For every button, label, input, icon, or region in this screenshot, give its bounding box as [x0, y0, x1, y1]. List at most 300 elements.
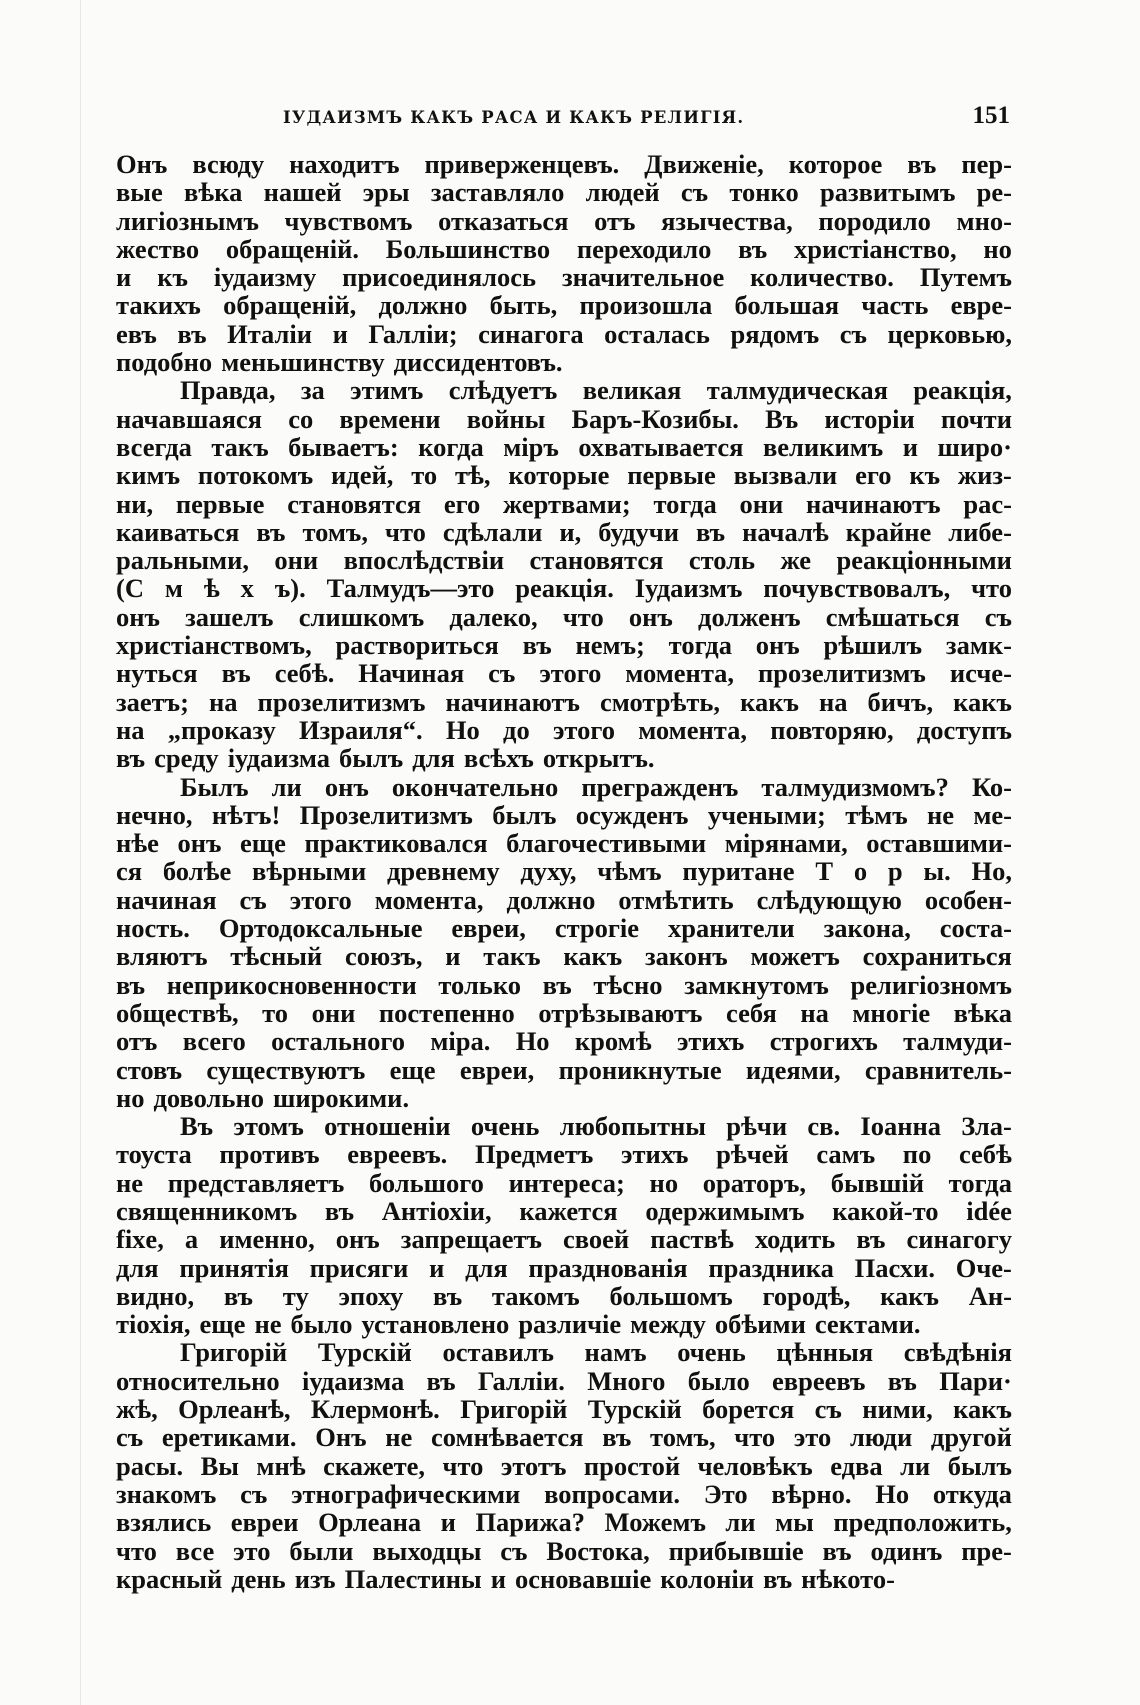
word: реакцiя, — [913, 375, 1012, 406]
word: прибывшiе — [668, 1535, 804, 1566]
word: Оче- — [955, 1252, 1012, 1283]
word: раствориться — [335, 630, 499, 661]
text-line — [116, 688, 1012, 716]
word: Ан- — [968, 1280, 1012, 1311]
word: осталась — [604, 318, 710, 349]
word: этого — [552, 714, 615, 745]
word: и — [332, 318, 348, 349]
word: жиз- — [957, 460, 1012, 491]
word: Начиная — [358, 658, 465, 689]
word: присяги — [309, 1252, 409, 1283]
word: почувствовалъ, — [763, 573, 951, 604]
text-line — [116, 405, 1012, 433]
text-line — [116, 1480, 1012, 1508]
word: представляетъ — [167, 1167, 345, 1198]
paragraph — [116, 376, 1012, 772]
word: значительное — [561, 262, 725, 293]
word: былъ — [338, 743, 404, 774]
word: бываетъ: — [288, 431, 399, 462]
word: становятся — [529, 545, 664, 576]
word: отмѣтить — [618, 884, 734, 915]
text-line — [116, 376, 1012, 404]
word: такъ — [483, 941, 541, 972]
word: не — [116, 1167, 144, 1198]
word: благочестивыми — [506, 828, 707, 859]
page-number: 151 — [972, 102, 1010, 129]
text-line — [116, 659, 1012, 687]
word: крайне — [845, 516, 932, 547]
word: такъ — [211, 431, 269, 462]
word: идеями, — [745, 1054, 841, 1085]
text-line — [116, 546, 1012, 574]
text-line — [116, 1367, 1012, 1395]
word: исторiи — [824, 403, 915, 434]
word: въ — [116, 969, 146, 1000]
word: интереса; — [508, 1167, 625, 1198]
word: Востока, — [546, 1535, 650, 1566]
word: въ — [116, 743, 146, 774]
word: что — [734, 1422, 776, 1453]
word: жѣ, — [116, 1394, 158, 1425]
word: мно- — [956, 205, 1012, 236]
word: рядомъ — [730, 318, 820, 349]
text-line — [116, 178, 1012, 206]
word: былъ — [947, 1450, 1012, 1481]
word: Прозелитизмъ — [299, 799, 473, 830]
word: пре- — [961, 1535, 1012, 1566]
word: заставляло — [430, 177, 565, 208]
word: люди — [849, 1422, 913, 1453]
word: онъ — [335, 1224, 380, 1255]
word: запрещаетъ — [400, 1224, 542, 1255]
word: въ — [907, 149, 937, 179]
word: же — [780, 545, 812, 576]
text-line — [116, 1565, 1012, 1593]
paragraph — [116, 150, 1012, 376]
word: соста- — [939, 913, 1012, 944]
word: Галлiи. — [477, 1365, 565, 1396]
word: отрѣзываютъ — [538, 997, 703, 1028]
word: Онъ — [315, 1422, 367, 1453]
text-line — [116, 886, 1012, 914]
word: очень — [470, 1111, 540, 1142]
text-line — [116, 1140, 1012, 1168]
word: отношенiи — [324, 1111, 451, 1142]
word: широкими. — [272, 1082, 410, 1113]
word: становятся — [287, 488, 422, 519]
word: переходило — [576, 233, 712, 264]
word: къ — [909, 460, 941, 491]
word: еретиками. — [161, 1422, 297, 1453]
word: Баръ-Козибы. — [571, 403, 739, 434]
word: всюду — [192, 149, 265, 179]
word: fixe, — [116, 1224, 164, 1255]
word: присоединялось — [342, 262, 537, 293]
word: столь — [688, 545, 756, 576]
word: колонiи — [660, 1563, 755, 1594]
word: тѣ, — [455, 460, 491, 491]
word: тiохiя, — [116, 1309, 191, 1340]
word: произошла — [579, 290, 713, 321]
word: древнему — [387, 856, 500, 887]
word: на — [208, 686, 238, 717]
word: почти — [940, 403, 1012, 434]
word: отъ — [116, 1026, 158, 1057]
word: iудаизма — [227, 743, 330, 774]
word: въ — [602, 1422, 632, 1453]
word: р — [887, 856, 903, 887]
word: замк- — [945, 630, 1012, 661]
text-line — [116, 1225, 1012, 1253]
word: и — [429, 1252, 445, 1283]
word: было — [687, 1365, 750, 1396]
word: приверженцевъ. — [424, 149, 620, 179]
word: повторяю, — [770, 714, 894, 745]
word: доступъ — [916, 714, 1012, 745]
text-line — [116, 1310, 1012, 1338]
word: Т — [815, 856, 834, 887]
word: Пасхи. — [854, 1252, 936, 1283]
word: далеко, — [449, 601, 538, 632]
word: ли — [725, 1507, 756, 1538]
word: они — [274, 545, 319, 576]
word: Iоанна — [860, 1111, 941, 1142]
word: тогда — [668, 630, 732, 661]
word: слѣдующую — [756, 884, 902, 915]
word: не — [385, 1422, 413, 1453]
word: не — [926, 799, 955, 830]
word: сдѣлали — [442, 516, 543, 547]
word: нѣкото- — [801, 1563, 895, 1594]
word: евреевъ. — [347, 1139, 448, 1170]
word: празднованiя — [528, 1252, 688, 1283]
text-line — [116, 631, 1012, 659]
word: человѣкъ — [697, 1450, 813, 1481]
word: ы. — [923, 856, 951, 887]
word: въ — [221, 658, 251, 689]
word: основавшiе — [514, 1563, 652, 1594]
word: войны — [466, 403, 546, 434]
word: любопытны — [559, 1111, 706, 1142]
word: но — [116, 1082, 145, 1113]
word: которые — [508, 460, 610, 491]
word: одержимымъ — [645, 1195, 805, 1226]
word: обществѣ, — [116, 997, 239, 1028]
word: Большинство — [385, 233, 551, 264]
word: прегражденъ — [581, 771, 739, 802]
word: этихъ — [676, 1026, 745, 1057]
word: какъ — [953, 1394, 1012, 1425]
text-line — [116, 773, 1012, 801]
text-line — [116, 461, 1012, 489]
word: потокомъ — [197, 460, 314, 491]
word: Орлеана — [318, 1507, 422, 1538]
word: не — [254, 1309, 282, 1340]
text-line — [116, 518, 1012, 546]
word: на — [800, 997, 829, 1028]
word: Вы — [200, 1450, 239, 1481]
word: этнографическими — [291, 1478, 521, 1509]
word: исче- — [949, 658, 1012, 689]
word: пер- — [961, 149, 1012, 179]
word: евре- — [950, 290, 1012, 321]
word: кажется — [519, 1195, 618, 1226]
word: а — [184, 1224, 199, 1255]
word: началѣ — [742, 516, 829, 547]
word: нуться — [116, 658, 198, 689]
word: чувствомъ — [284, 205, 413, 236]
word: съ — [680, 177, 709, 208]
word: ность. — [116, 913, 190, 944]
word: едва — [830, 1450, 883, 1481]
word: другой — [930, 1422, 1012, 1453]
word: его — [855, 460, 892, 491]
word: простой — [583, 1450, 681, 1481]
word: великимъ — [762, 431, 884, 462]
word: всѣхъ — [463, 743, 534, 774]
word: евреи, — [459, 1054, 535, 1085]
word: сомнѣвается — [431, 1422, 584, 1453]
word: Израиля“. — [299, 714, 423, 745]
text-line — [116, 1169, 1012, 1197]
word: откуда — [932, 1478, 1012, 1509]
word: обращенiй, — [223, 290, 357, 321]
word: съ — [488, 658, 516, 689]
word: скажете, — [323, 1450, 426, 1481]
word: въ — [887, 1365, 917, 1396]
word: тѣсно — [593, 969, 663, 1000]
word: и — [116, 262, 132, 293]
word: было — [290, 1309, 353, 1340]
word: расы. — [116, 1450, 184, 1481]
word: Но — [515, 1026, 550, 1057]
word: съ — [814, 1394, 842, 1425]
word: на — [116, 714, 145, 745]
word: iудаизму — [213, 262, 317, 293]
word: ли — [900, 1450, 931, 1481]
word: Талмудъ—это — [326, 573, 495, 604]
word: въ — [223, 1280, 254, 1311]
word: что — [562, 601, 604, 632]
word: въ — [324, 1195, 355, 1226]
word: Ко- — [971, 771, 1012, 802]
word: религiозномъ — [850, 969, 1012, 1000]
word: мiръ — [503, 431, 559, 462]
word: бичъ, — [867, 686, 934, 717]
word: тоуста — [116, 1139, 192, 1170]
word: между — [630, 1309, 706, 1340]
word: томъ, — [650, 1422, 716, 1453]
word: idée — [966, 1195, 1012, 1226]
word: (С — [116, 573, 144, 604]
body-text — [116, 150, 1012, 1593]
word: онъ — [628, 601, 673, 632]
word: постепенно — [378, 997, 515, 1028]
word: впослѣдствiи — [343, 545, 505, 576]
word: такомъ — [491, 1280, 580, 1311]
word: вѣрно. — [771, 1478, 852, 1509]
word: смѣшаться — [825, 601, 960, 632]
word: въ — [522, 630, 552, 661]
word: Это — [703, 1478, 748, 1509]
word: Турскiй — [317, 1337, 412, 1368]
word: онъ — [755, 630, 800, 661]
word: рѣчей — [716, 1139, 789, 1170]
word: тѣсный — [230, 941, 323, 972]
word: они — [739, 488, 784, 519]
word: со — [288, 403, 314, 434]
word: вые — [116, 177, 163, 208]
word: многiе — [852, 997, 931, 1028]
text-line — [116, 490, 1012, 518]
word: сектами. — [814, 1309, 921, 1340]
word: талмудическая — [706, 375, 888, 406]
word: въ — [177, 318, 207, 349]
paragraph — [116, 773, 1012, 1113]
word: учеными; — [707, 799, 826, 830]
word: должно — [506, 884, 596, 915]
word: заетъ; — [116, 686, 189, 717]
word: великая — [582, 375, 682, 406]
word: Предметъ — [474, 1139, 594, 1170]
word: обращенiй. — [225, 233, 360, 264]
word: нѣе — [116, 828, 159, 859]
word: большая — [734, 290, 840, 321]
text-line — [116, 1338, 1012, 1366]
word: которое — [788, 149, 883, 179]
text-line — [116, 1254, 1012, 1282]
word: момента, — [374, 884, 484, 915]
word: Много — [587, 1365, 666, 1396]
word: были — [289, 1535, 354, 1566]
word: предположить, — [833, 1507, 1012, 1538]
word: борется — [702, 1394, 795, 1425]
word: Пари· — [939, 1365, 1012, 1396]
word: для — [412, 743, 455, 774]
word: мiра. — [430, 1026, 491, 1057]
word: ораторъ, — [702, 1167, 807, 1198]
word: сохраниться — [862, 941, 1012, 972]
word: по — [902, 1139, 932, 1170]
page-edge-shadow — [80, 0, 81, 1705]
word: что — [442, 1450, 484, 1481]
word: начавшаяся — [116, 403, 263, 434]
text-line — [116, 744, 1012, 772]
word: либе- — [948, 516, 1012, 547]
running-header — [118, 102, 1010, 136]
word: лигiознымъ — [116, 205, 259, 236]
word: хранители — [668, 913, 795, 944]
word: слѣдуетъ — [448, 375, 558, 406]
word: Клермонѣ. — [310, 1394, 440, 1425]
word: вопросами. — [544, 1478, 680, 1509]
word: синагогу — [906, 1224, 1012, 1255]
word: онъ — [177, 828, 222, 859]
word: съ — [240, 1478, 268, 1509]
word: должно — [378, 290, 468, 321]
text-line — [116, 999, 1012, 1027]
word: этимъ — [350, 375, 424, 406]
word: довольно — [153, 1082, 264, 1113]
word: такихъ — [116, 290, 201, 321]
word: пуритане — [682, 856, 795, 887]
word: какъ — [740, 686, 799, 717]
word: вызвали — [733, 460, 838, 491]
text-line — [116, 235, 1012, 263]
word: стовъ — [116, 1054, 183, 1085]
word: съ — [239, 884, 267, 915]
word: они — [311, 997, 356, 1028]
word: и — [490, 1563, 506, 1594]
word: въ — [738, 233, 768, 264]
word: какой-то — [832, 1195, 939, 1226]
text-line — [116, 716, 1012, 744]
word: обѣими — [714, 1309, 806, 1340]
word: находитъ — [289, 149, 400, 179]
word: ме- — [973, 799, 1012, 830]
word: для — [465, 1252, 508, 1283]
text-line — [116, 829, 1012, 857]
word: день — [231, 1563, 286, 1594]
word: подобно — [116, 347, 213, 378]
text-line — [116, 1452, 1012, 1480]
word: томъ, — [302, 516, 369, 547]
word: свѣдѣнiя — [903, 1337, 1012, 1368]
word: начиная — [116, 884, 217, 915]
word: евреи — [230, 1507, 299, 1538]
word: слишкомъ — [298, 601, 425, 632]
word: очень — [677, 1337, 746, 1368]
text-line — [116, 603, 1012, 631]
word: въ — [256, 516, 286, 547]
word: праздника — [708, 1252, 834, 1283]
word: практиковался — [304, 828, 488, 859]
word: только — [438, 969, 521, 1000]
word: проникнутые — [558, 1054, 722, 1085]
word: Григорiй — [180, 1337, 288, 1368]
word: тогда — [653, 488, 717, 519]
word: синагога — [478, 318, 584, 349]
word: начинаютъ — [445, 686, 581, 717]
word: тогда — [948, 1167, 1012, 1198]
word: iудаизма — [301, 1365, 405, 1396]
word: какъ — [563, 941, 623, 972]
text-line — [116, 320, 1012, 348]
word: Путемъ — [919, 262, 1012, 293]
word: мнѣ — [256, 1450, 306, 1481]
word: все — [175, 1535, 215, 1566]
word: зашелъ — [185, 601, 274, 632]
word: Въ — [180, 1111, 214, 1142]
word: бывшiй — [830, 1167, 924, 1198]
word: въ — [695, 516, 726, 547]
word: существуютъ — [206, 1054, 366, 1085]
word: смотрѣть, — [600, 686, 721, 717]
word: этихъ — [621, 1139, 689, 1170]
text-line — [116, 291, 1012, 319]
word: первые — [627, 460, 716, 491]
word: ли — [271, 771, 302, 802]
word: то — [262, 997, 289, 1028]
word: прозелитизмъ — [257, 686, 426, 717]
word: мiрянами, — [724, 828, 848, 859]
word: евреи, — [451, 913, 526, 944]
text-line — [116, 433, 1012, 461]
word: вѣка — [953, 997, 1012, 1028]
word: христiанство, — [793, 233, 957, 264]
word: съ — [116, 1422, 144, 1453]
word: язычества, — [661, 205, 793, 236]
